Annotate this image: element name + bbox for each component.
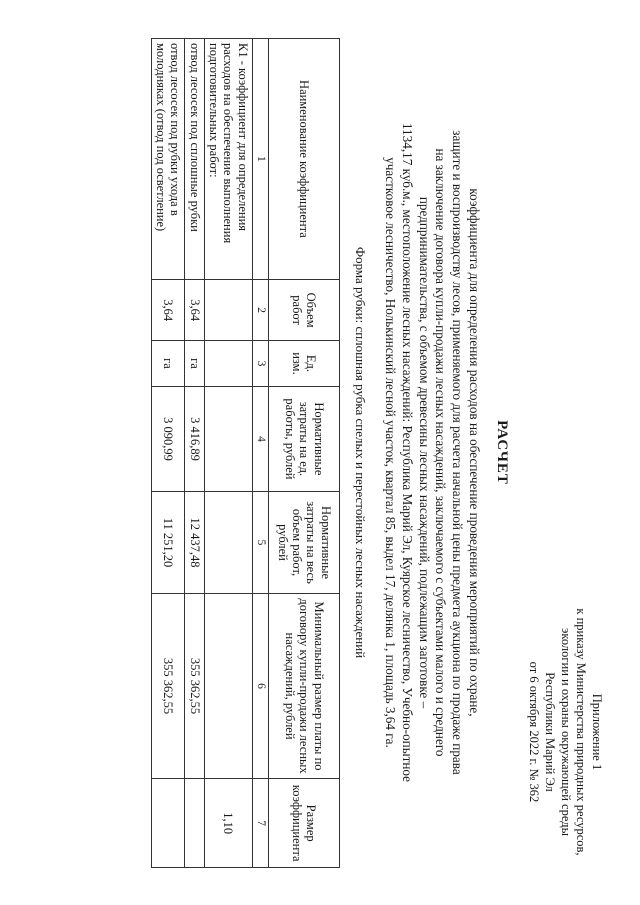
row-cost-total: 12 437,48 xyxy=(185,492,204,593)
column-number: 4 xyxy=(252,386,268,492)
header-coefficient-value: Размер коэффициента xyxy=(269,779,340,868)
row-name: отвод лесосек под сплошные рубки xyxy=(185,39,204,280)
header-min-payment: Минимальный размер платы по договору купли-продажи лесных насаждений, рублей xyxy=(269,593,340,779)
column-number: 2 xyxy=(252,279,268,341)
row-min-payment: 355 362,55 xyxy=(185,593,204,779)
column-number-row xyxy=(252,39,268,868)
header-cost-total: Нормативные затраты на весь объем работ, рублей xyxy=(269,492,340,593)
table-row xyxy=(185,39,204,868)
calculation-table xyxy=(151,38,340,868)
column-number: 7 xyxy=(252,779,268,868)
row-unit xyxy=(204,341,252,386)
row-coefficient xyxy=(151,779,185,868)
row-unit: га xyxy=(151,341,185,386)
cutting-form-line: Форма рубки: сплошная рубка спелых и перестойных лесных насаждений xyxy=(353,246,368,659)
row-volume: 3,64 xyxy=(185,279,204,341)
table-row xyxy=(204,39,252,868)
row-name: отвод лесосек под рубки ухода в молодняках (отвод под осветление) xyxy=(151,39,185,280)
appendix-line: от 6 октября 2022 г. № 362 xyxy=(527,661,542,803)
row-volume: 3,64 xyxy=(151,279,185,341)
subtitle-line: предпринимательства, с объемом древесины лесных насаждений, подлежащим заготовке – xyxy=(416,196,432,709)
row-unit: га xyxy=(185,341,204,386)
subtitle-line: коэффициента для определения расходов на обеспечение проведения мероприятий по охране, xyxy=(467,188,482,717)
appendix-note xyxy=(526,607,604,857)
subtitle-line: защите и воспроизводству лесов, применяемого для расчета начальной цены предмета аукциона по продаже права xyxy=(450,130,466,775)
appendix-line: Приложение 1 xyxy=(590,693,604,771)
row-cost-unit: 3 416,89 xyxy=(185,386,204,492)
header-work-volume: Объем работ xyxy=(269,279,340,341)
row-name: К1 - коэффициент для определения расходов на обеспечение выполнения подготовительных работ: xyxy=(204,39,252,280)
row-min-payment xyxy=(204,593,252,779)
subtitle-line: 1134,17 куб.м., местоположение лесных насаждений: Республика Марий Эл, Куярское лесничество, Учебно-опытное xyxy=(399,122,415,783)
appendix-line: Республики Марий Эл xyxy=(543,672,558,792)
row-cost-unit: 3 090,99 xyxy=(151,386,185,492)
header-coefficient-name: Наименование коэффициента xyxy=(269,39,340,280)
column-number: 6 xyxy=(252,593,268,779)
header-unit: Ед. изм. xyxy=(269,341,340,386)
row-cost-unit xyxy=(204,386,252,492)
row-cost-total: 11 251,20 xyxy=(151,492,185,593)
table-header-row xyxy=(269,39,340,868)
appendix-line: к приказу Министерства природных ресурсов, xyxy=(574,608,589,856)
subtitle-line: участковое лесничество, Нолькинский лесной участок, квартал 85, выдел 17, делянка 1, площадь 3,64 га. xyxy=(383,157,399,748)
appendix-line: экологии и охраны окружающей среды xyxy=(558,628,573,836)
column-number: 1 xyxy=(252,39,268,280)
subtitle-line: на заключение договора купли-продажи лесных насаждений, заключаемого с субъектами малого и среднего xyxy=(433,148,449,757)
column-number: 3 xyxy=(252,341,268,386)
row-coefficient xyxy=(185,779,204,868)
row-volume xyxy=(204,279,252,341)
document-subtitle xyxy=(381,40,482,865)
row-cost-total xyxy=(204,492,252,593)
header-cost-per-unit: Нормативные затраты на ед. работы, рублей xyxy=(269,386,340,492)
column-number: 5 xyxy=(252,492,268,593)
row-min-payment: 355 362,55 xyxy=(151,593,185,779)
document-title: РАСЧЕТ xyxy=(494,420,510,485)
row-coefficient: 1,10 xyxy=(204,779,252,868)
table-row xyxy=(151,39,185,868)
